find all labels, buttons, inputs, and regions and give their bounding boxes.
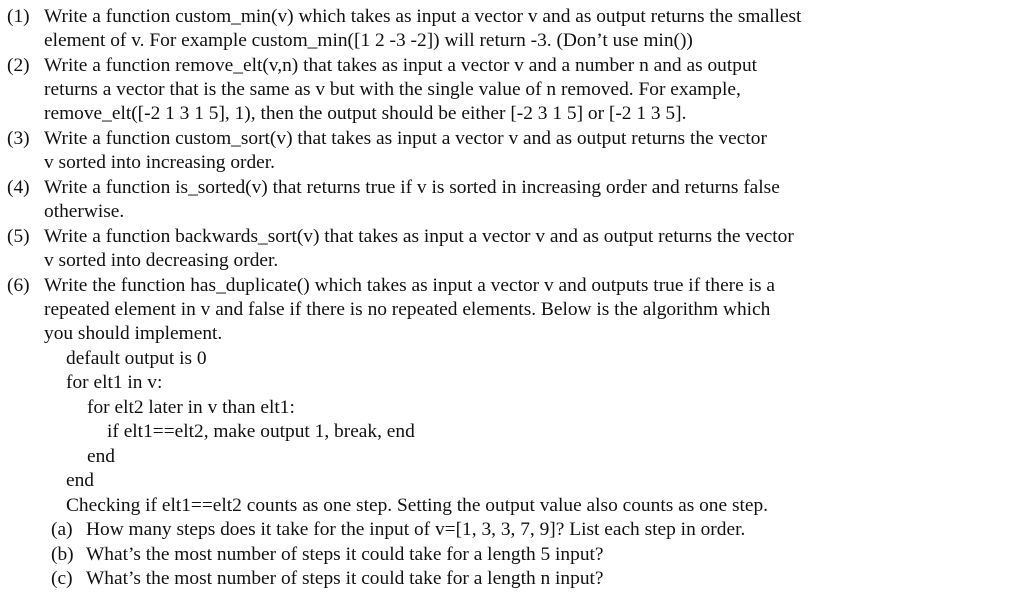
problem-1-number: (1)	[7, 6, 30, 27]
problem-2-line-3: remove_elt([-2 1 3 1 5], 1), then the output should be either [-2 3 1 5] or [-2 1 3 5].	[44, 103, 687, 124]
problem-5-line-2: v sorted into decreasing order.	[44, 250, 279, 271]
algorithm-line-6: end	[66, 470, 94, 491]
problem-2-line-1: Write a function remove_elt(v,n) that takes as input a vector v and a number n and as output	[44, 55, 758, 76]
problem-3-line-1: Write a function custom_sort(v) that takes as input a vector v and as output returns the vector	[44, 128, 767, 149]
problem-1-line-2: element of v. For example custom_min([1 2 -3 -2]) will return -3. (Don’t use min())	[44, 30, 693, 51]
problem-3-line-2: v sorted into increasing order.	[44, 152, 276, 173]
subquestion-b-label: (b)	[51, 544, 74, 565]
problem-6-number: (6)	[7, 275, 30, 296]
problem-5-number: (5)	[7, 226, 30, 247]
problem-4-line-1: Write a function is_sorted(v) that returns true if v is sorted in increasing order and returns false	[44, 177, 780, 198]
problem-3-number: (3)	[7, 128, 30, 149]
subquestion-c-label: (c)	[51, 568, 73, 589]
problem-2-line-2: returns a vector that is the same as v but with the single value of n removed. For example,	[44, 79, 741, 100]
subquestion-a-text: How many steps does it take for the input of v=[1, 3, 3, 7, 9]? List each step in order.	[86, 519, 746, 540]
algorithm-line-3: for elt2 later in v than elt1:	[87, 397, 295, 418]
subquestion-b-text: What’s the most number of steps it could take for a length 5 input?	[86, 544, 604, 565]
algorithm-line-4: if elt1==elt2, make output 1, break, end	[107, 421, 415, 442]
problem-4-line-2: otherwise.	[44, 201, 125, 222]
subquestion-c-text: What’s the most number of steps it could take for a length n input?	[86, 568, 604, 589]
algorithm-line-5: end	[87, 446, 115, 467]
problem-2-number: (2)	[7, 55, 30, 76]
subquestion-a-label: (a)	[51, 519, 73, 540]
problem-6-line-2: repeated element in v and false if there is no repeated elements. Below is the algorithm which	[44, 299, 771, 320]
problem-6-line-3: you should implement.	[44, 323, 223, 344]
problem-6-line-1: Write the function has_duplicate() which takes as input a vector v and outputs true if there is a	[44, 275, 775, 296]
problem-1-line-1: Write a function custom_min(v) which takes as input a vector v and as output returns the smallest	[44, 6, 802, 27]
problem-5-line-1: Write a function backwards_sort(v) that takes as input a vector v and as output returns the vector	[44, 226, 794, 247]
problem-4-number: (4)	[7, 177, 30, 198]
algorithm-line-2: for elt1 in v:	[66, 372, 163, 393]
algorithm-line-1: default output is 0	[66, 348, 207, 369]
step-counting-note: Checking if elt1==elt2 counts as one step. Setting the output value also counts as one step.	[66, 495, 769, 516]
